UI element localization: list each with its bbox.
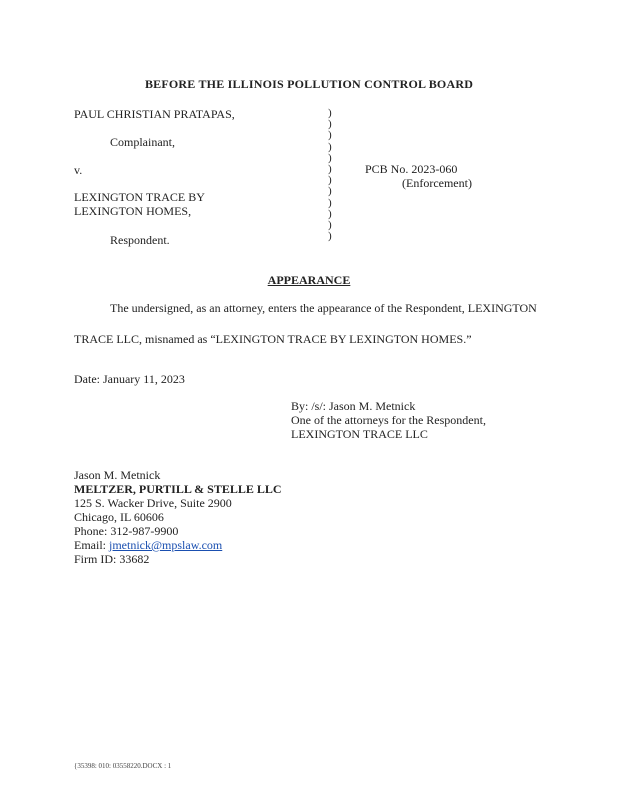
- caption-paren: ): [328, 207, 332, 220]
- signature-client-line: LEXINGTON TRACE LLC: [291, 427, 428, 441]
- body-line-1: The undersigned, as an attorney, enters the appearance of the Respondent, LEXINGTON: [110, 301, 537, 315]
- body-line-2: TRACE LLC, misnamed as “LEXINGTON TRACE BY LEXINGTON HOMES.”: [74, 332, 472, 346]
- caption-paren: ): [328, 230, 332, 243]
- email-label: Email:: [74, 538, 109, 552]
- phone-line: Phone: 312-987-9900: [74, 524, 179, 538]
- date-line: Date: January 11, 2023: [74, 372, 185, 386]
- firm-address: 125 S. Wacker Drive, Suite 2900: [74, 496, 232, 510]
- document-footer: {35398: 010: 03558220.DOCX : 1: [74, 762, 172, 770]
- caption-paren: ): [328, 196, 332, 209]
- caption-paren: ): [328, 107, 332, 119]
- case-number: PCB No. 2023-060: [365, 162, 458, 176]
- caption-paren: ): [328, 163, 332, 176]
- caption-paren: ): [328, 151, 332, 164]
- page-heading: BEFORE THE ILLINOIS POLLUTION CONTROL BOARD: [144, 77, 474, 91]
- email-link[interactable]: jmetnick@mpslaw.com: [109, 538, 223, 552]
- caption-paren: ): [328, 140, 332, 153]
- caption-paren: ): [328, 185, 332, 198]
- caption-paren: ): [328, 118, 332, 131]
- complainant-name: PAUL CHRISTIAN PRATAPAS,: [74, 107, 235, 121]
- firm-city: Chicago, IL 60606: [74, 510, 164, 524]
- firm-id: Firm ID: 33682: [74, 552, 150, 566]
- signature-by-line: By: /s/: Jason M. Metnick: [291, 399, 416, 413]
- versus-label: v.: [74, 163, 83, 177]
- contact-name: Jason M. Metnick: [74, 468, 161, 482]
- email-line: [74, 538, 222, 552]
- caption-paren: ): [328, 174, 332, 187]
- caption-paren: ): [328, 219, 332, 232]
- firm-name: MELTZER, PURTILL & STELLE LLC: [74, 482, 282, 496]
- signature-role-line: One of the attorneys for the Respondent,: [291, 413, 486, 427]
- case-type: (Enforcement): [402, 176, 472, 190]
- appearance-title: APPEARANCE: [267, 273, 351, 287]
- caption-divider: [328, 108, 332, 242]
- caption-paren: ): [328, 129, 332, 142]
- respondent-name-line1: LEXINGTON TRACE BY: [74, 190, 205, 204]
- complainant-role: Complainant,: [110, 135, 175, 149]
- respondent-name-line2: LEXINGTON HOMES,: [74, 204, 192, 218]
- respondent-role: Respondent.: [110, 233, 170, 247]
